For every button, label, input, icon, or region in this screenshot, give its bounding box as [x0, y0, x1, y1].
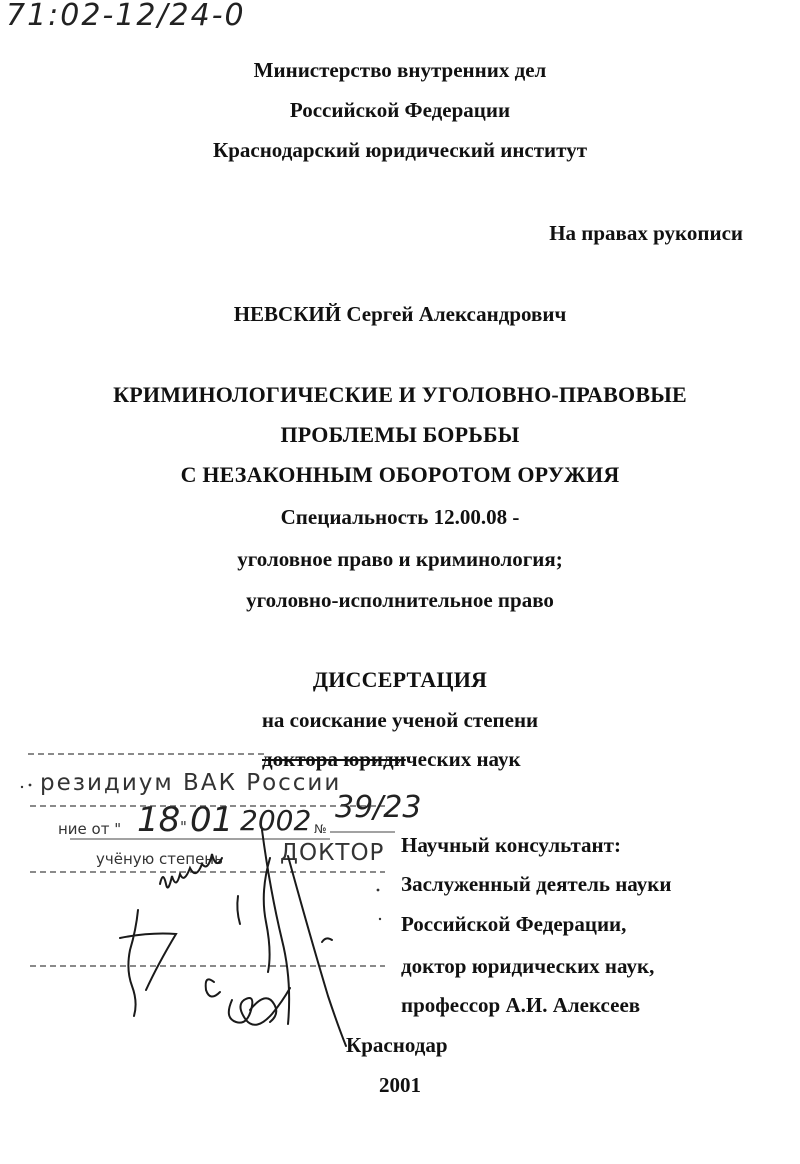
- ink-speck-1: [377, 889, 380, 892]
- title-line-3: С НЕЗАКОННЫМ ОБОРОТОМ ОРУЖИЯ: [180, 462, 620, 487]
- degree-line-2: [262, 745, 521, 773]
- degree-struck-text: доктора юриди: [262, 747, 406, 771]
- ink-speck-3: [29, 784, 32, 787]
- ink-speck-2: [379, 918, 381, 920]
- author-name: НЕВСКИЙ Сергей Александрович: [233, 302, 567, 326]
- ink-speck-4: [21, 786, 23, 788]
- consultant-label: Научный консультант:: [401, 833, 621, 857]
- consultant-line-4: профессор А.И. Алексеев: [401, 993, 641, 1017]
- consultant-line-2: Российской Федерации,: [401, 912, 627, 936]
- stamp-award-text: учёную степень: [96, 850, 223, 868]
- stamp-month: 01: [190, 800, 234, 840]
- year: 2001: [379, 1073, 421, 1097]
- document-type: ДИССЕРТАЦИЯ: [312, 667, 488, 692]
- city: Краснодар: [346, 1033, 448, 1057]
- specialty-line-2: уголовное право и криминология;: [237, 547, 563, 571]
- specialty-line-1: Специальность 12.00.08 -: [280, 505, 520, 529]
- stamp-year: 2002: [240, 804, 312, 837]
- degree-line-1: на соискание ученой степени: [261, 708, 539, 732]
- consultant-line-3: доктор юридических наук,: [401, 954, 655, 978]
- federation-line: Российской Федерации: [289, 98, 511, 122]
- manuscript-note: На правах рукописи: [549, 221, 743, 245]
- title-line-2: ПРОБЛЕМЫ БОРЬБЫ: [280, 422, 520, 447]
- degree-rest-text: ческих наук: [405, 747, 521, 771]
- archive-code: 71:02-12/24-0: [6, 0, 246, 33]
- stamp-quote-mark: ": [180, 818, 187, 836]
- stamp-number: 39/23: [335, 790, 422, 825]
- stamp-number-label: №: [314, 822, 327, 836]
- ministry-line: Министерство внутренних дел: [253, 58, 547, 82]
- institute-line: Краснодарский юридический институт: [212, 138, 588, 162]
- stamp-decision-prefix: ние от ": [58, 820, 122, 838]
- title-line-1: КРИМИНОЛОГИЧЕСКИЕ И УГОЛОВНО-ПРАВОВЫЕ: [113, 382, 687, 407]
- specialty-line-3: уголовно-исполнительное право: [246, 588, 554, 612]
- stamp-title: резидиум ВАК России: [40, 770, 342, 796]
- stamp-degree-word: ДОКТОР: [280, 840, 385, 866]
- consultant-line-1: Заслуженный деятель науки: [401, 872, 672, 896]
- stamp-day: 18: [137, 800, 181, 840]
